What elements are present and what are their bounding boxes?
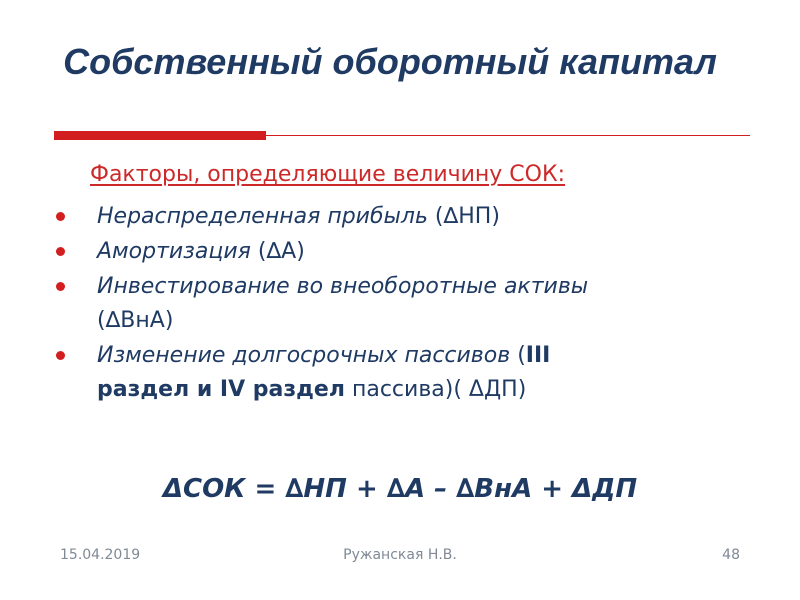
sok-formula: ΔСОК = ∆НП + ∆А – ∆ВнА + ΔДП [162,474,638,504]
bullet-paren: (∆ВнА) [97,308,174,333]
factors-subheading: Факторы, определяющие величину СОК: [90,162,566,187]
bullet-dot [56,247,65,256]
list-item [0,339,800,407]
bullet-text: Инвестирование во внеоборотные активы [97,274,589,299]
bullet-dot [56,351,65,360]
footer-date: 15.04.2019 [60,547,141,563]
bullet-paren: (∆А) [250,239,305,264]
bullet-text: Нераспределенная прибыль [97,204,428,229]
bullet-bold-part: раздел и IV раздел [97,377,345,402]
title-underline-thin [266,135,750,136]
bullet-dot [56,212,65,221]
factors-list [0,200,800,408]
bullet-text: Изменение долгосрочных пассивов [97,343,511,368]
bullet-paren-open: ( [510,343,526,368]
bullet-bold-part: III [525,343,551,368]
slide-title: Собственный оборотный капитал [63,41,717,82]
list-item [0,235,800,269]
list-item [0,200,800,234]
bullet-text: Амортизация [97,239,251,264]
footer-author: Ружанская Н.В. [343,547,457,563]
bullet-dot [56,282,65,291]
bullet-tail: пассива)( ΔДП) [344,377,527,402]
bullet-paren: (∆НП) [427,204,500,229]
list-item [0,270,800,338]
title-underline-thick [54,131,266,140]
page-number: 48 [722,547,740,563]
